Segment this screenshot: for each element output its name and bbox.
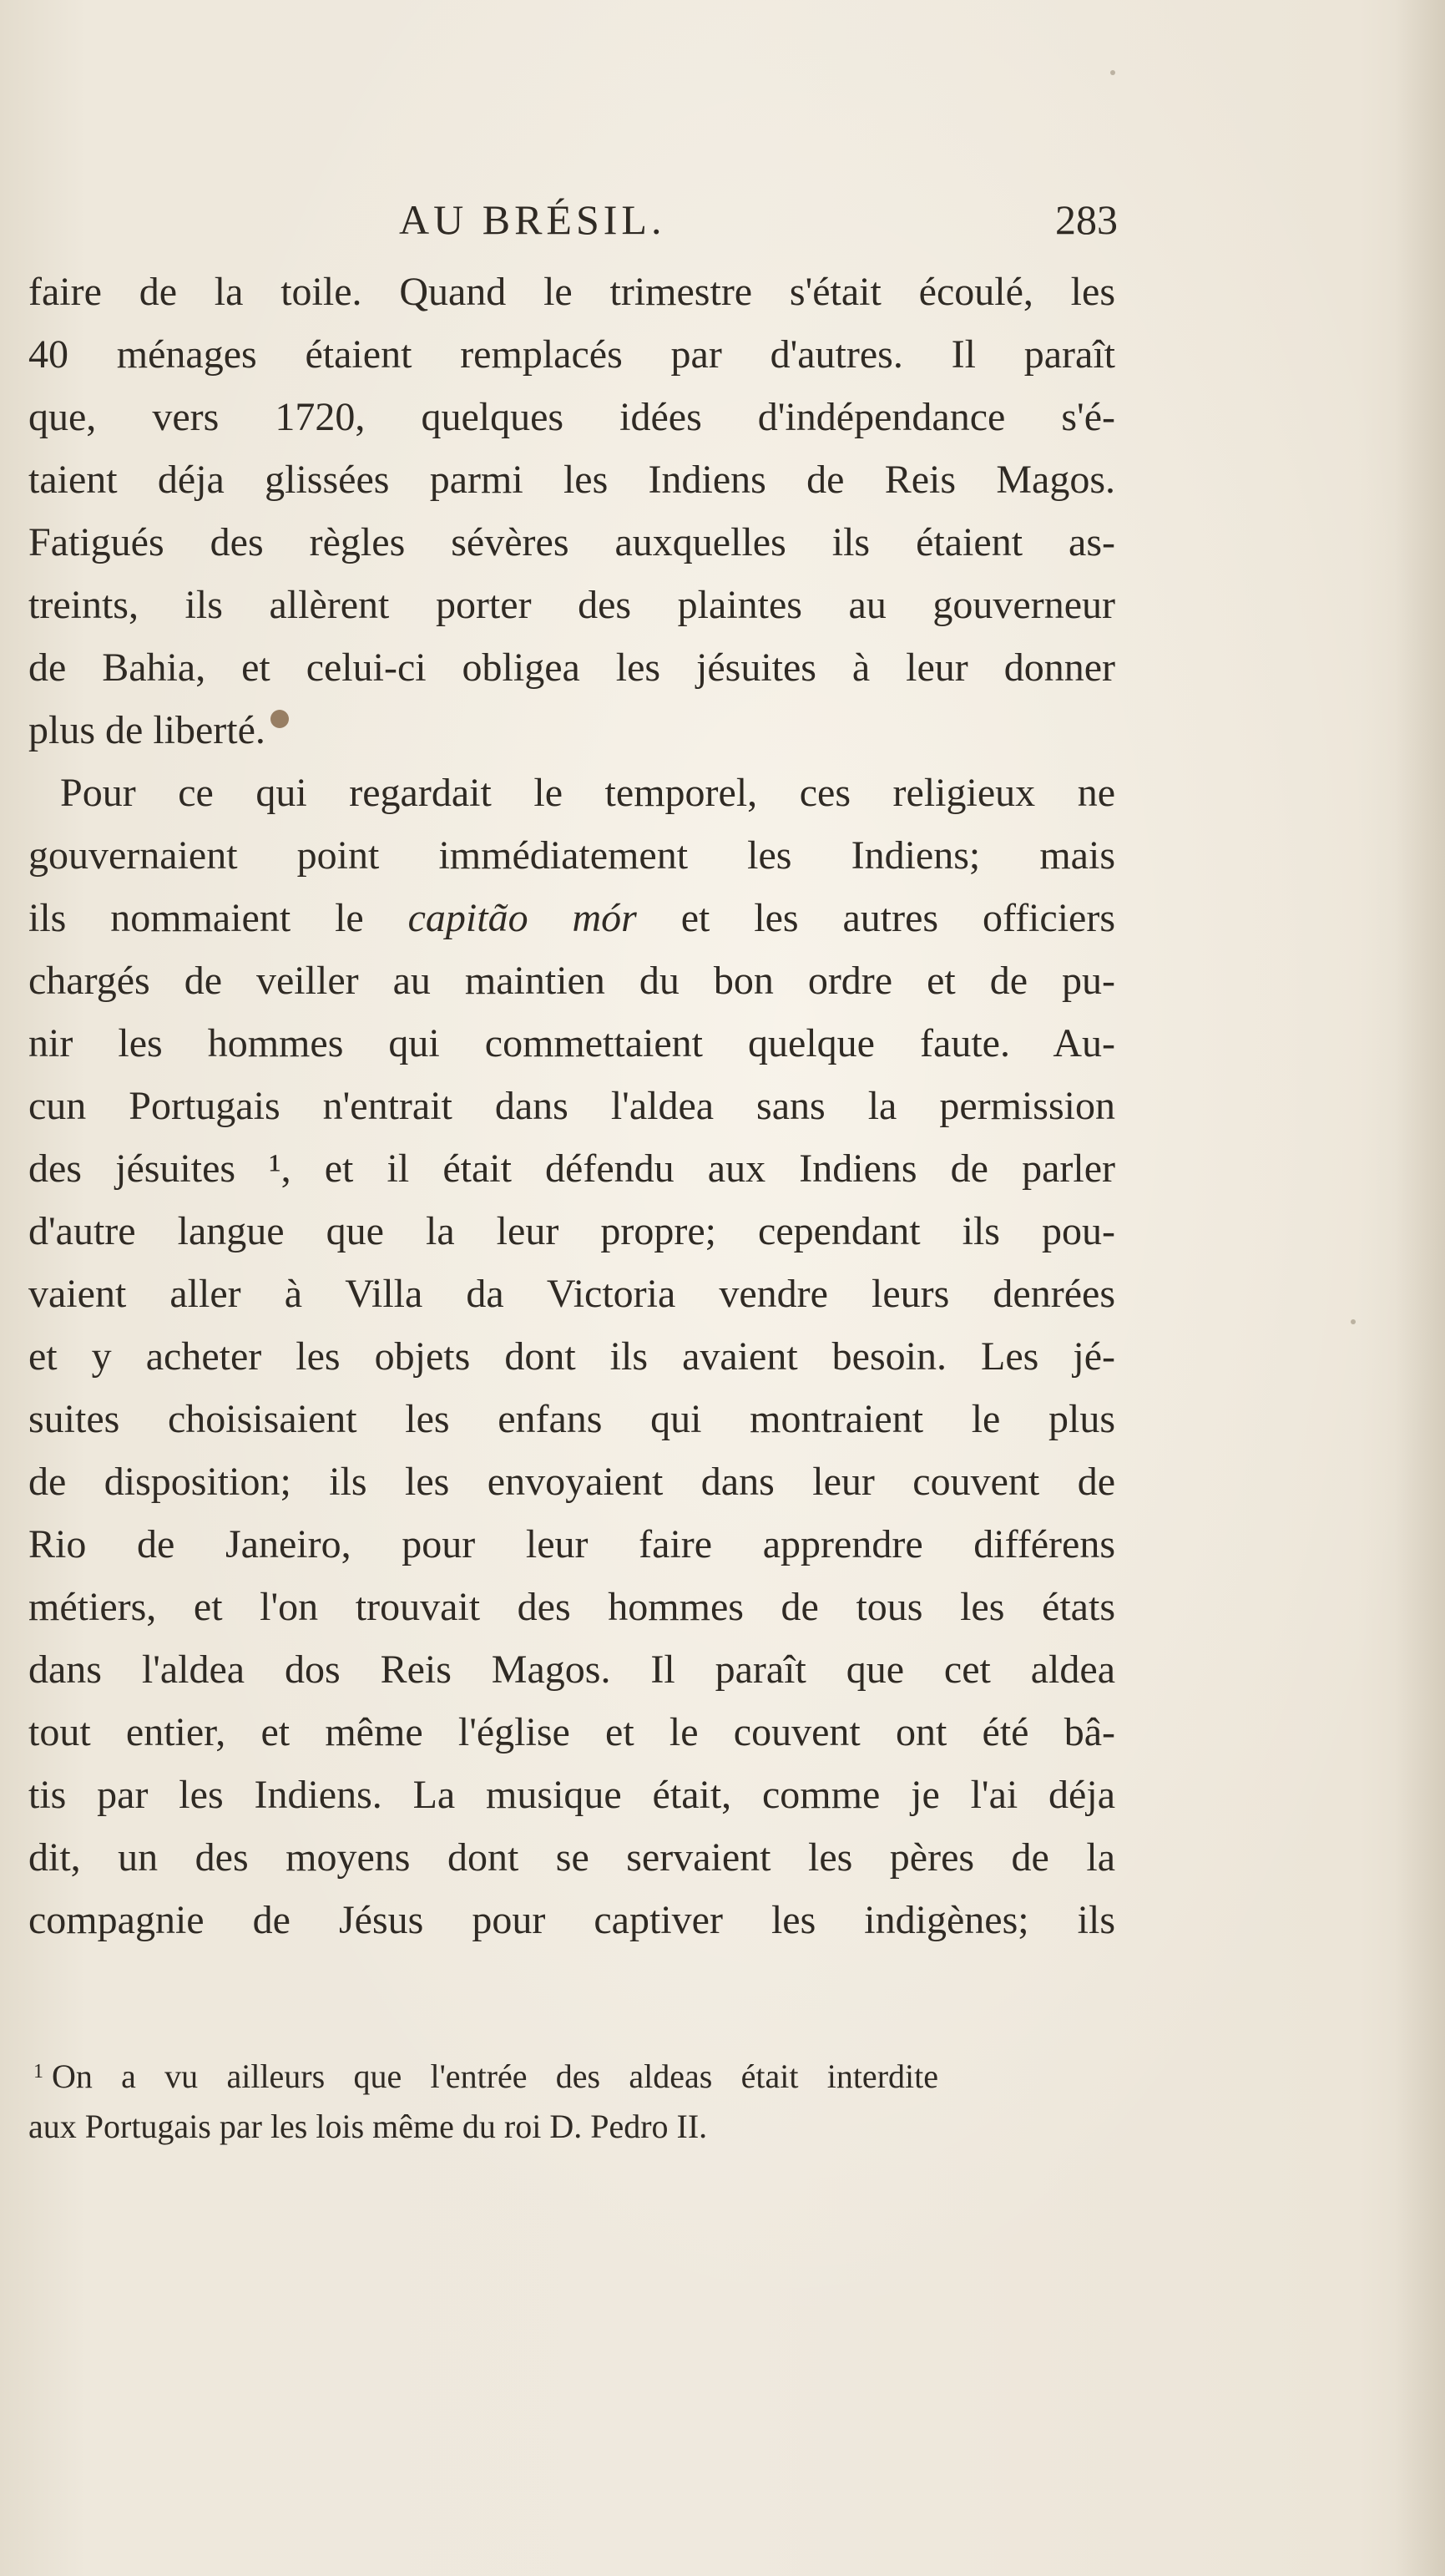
text-line: de Bahia, et celui-ci obligea les jésuites à leur donner	[28, 645, 1115, 690]
running-title: AU BRÉSIL.	[399, 196, 666, 243]
text-line: tout entier, et même l'église et le couvent ont été bâ-	[28, 1710, 1115, 1754]
text-line: tis par les Indiens. La musique était, comme je l'ai déja	[28, 1773, 1115, 1817]
body-text	[28, 261, 1115, 1951]
footnote-line	[28, 2044, 938, 2099]
page-edge-shadow	[1395, 0, 1445, 2576]
text-line: des jésuites ¹, et il était défendu aux Indiens de parler	[28, 1146, 1115, 1191]
text-line: d'autre langue que la leur propre; cependant ils pou-	[28, 1209, 1115, 1253]
text-line: métiers, et l'on trouvait des hommes de tous les états	[28, 1585, 1115, 1629]
paper-speck	[1351, 1319, 1356, 1324]
page-number: 283	[1055, 196, 1118, 243]
text-line: de disposition; ils les envoyaient dans leur couvent de	[28, 1460, 1115, 1504]
text-line: vaient aller à Villa da Victoria vendre leurs denrées	[28, 1272, 1115, 1316]
text-line: suites choisisaient les enfans qui montraient le plus	[28, 1397, 1115, 1441]
text-line: cun Portugais n'entrait dans l'aldea sans la permission	[28, 1084, 1115, 1128]
text-line: Rio de Janeiro, pour leur faire apprendre différens	[28, 1522, 1115, 1566]
paragraph-1	[28, 261, 1115, 762]
text-line: plus de liberté.	[28, 708, 265, 752]
text-line: et y acheter les objets dont ils avaient besoin. Les jé-	[28, 1334, 1115, 1379]
running-head	[0, 190, 1445, 249]
text-line: dit, un des moyens dont se servaient les pères de la	[28, 1835, 1115, 1880]
paper-speck	[1110, 70, 1115, 75]
text-line: chargés de veiller au maintien du bon ordre et de pu-	[28, 959, 1115, 1003]
text-line: treints, ils allèrent porter des plaintes au gouverneur	[28, 583, 1115, 627]
text-line: que, vers 1720, quelques idées d'indépendance s'é-	[28, 395, 1115, 439]
footnote-line: aux Portugais par les lois même du roi D. Pedro II.	[28, 2108, 708, 2145]
text-line: 40 ménages étaient remplacés par d'autres. Il paraît	[28, 332, 1115, 377]
text-line: compagnie de Jésus pour captiver les indigènes; ils	[28, 1898, 1115, 1942]
footnote-marker: 1	[33, 2061, 43, 2083]
text-line: Pour ce qui regardait le temporel, ces religieux ne	[60, 771, 1115, 815]
footnote	[28, 2044, 938, 2154]
footnote-text: On a vu ailleurs que l'entrée des aldeas était interdite	[52, 2057, 938, 2095]
text-line: gouvernaient point immédiatement les Indiens; mais	[28, 833, 1115, 878]
paragraph-2	[28, 762, 1115, 1951]
text-line: taient déja glissées parmi les Indiens de Reis Magos.	[28, 458, 1115, 502]
text-line: nir les hommes qui commettaient quelque faute. Au-	[28, 1021, 1115, 1065]
text-line: dans l'aldea dos Reis Magos. Il paraît que cet aldea	[28, 1647, 1115, 1692]
italic-term: capitão mór	[407, 896, 637, 940]
text-line: ils nommaient le capitão mór et les autres officiers	[28, 896, 1115, 940]
ink-stain	[270, 710, 289, 728]
text-line: faire de la toile. Quand le trimestre s'était écoulé, les	[28, 270, 1115, 314]
text-line: Fatigués des règles sévères auxquelles ils étaient as-	[28, 520, 1115, 564]
